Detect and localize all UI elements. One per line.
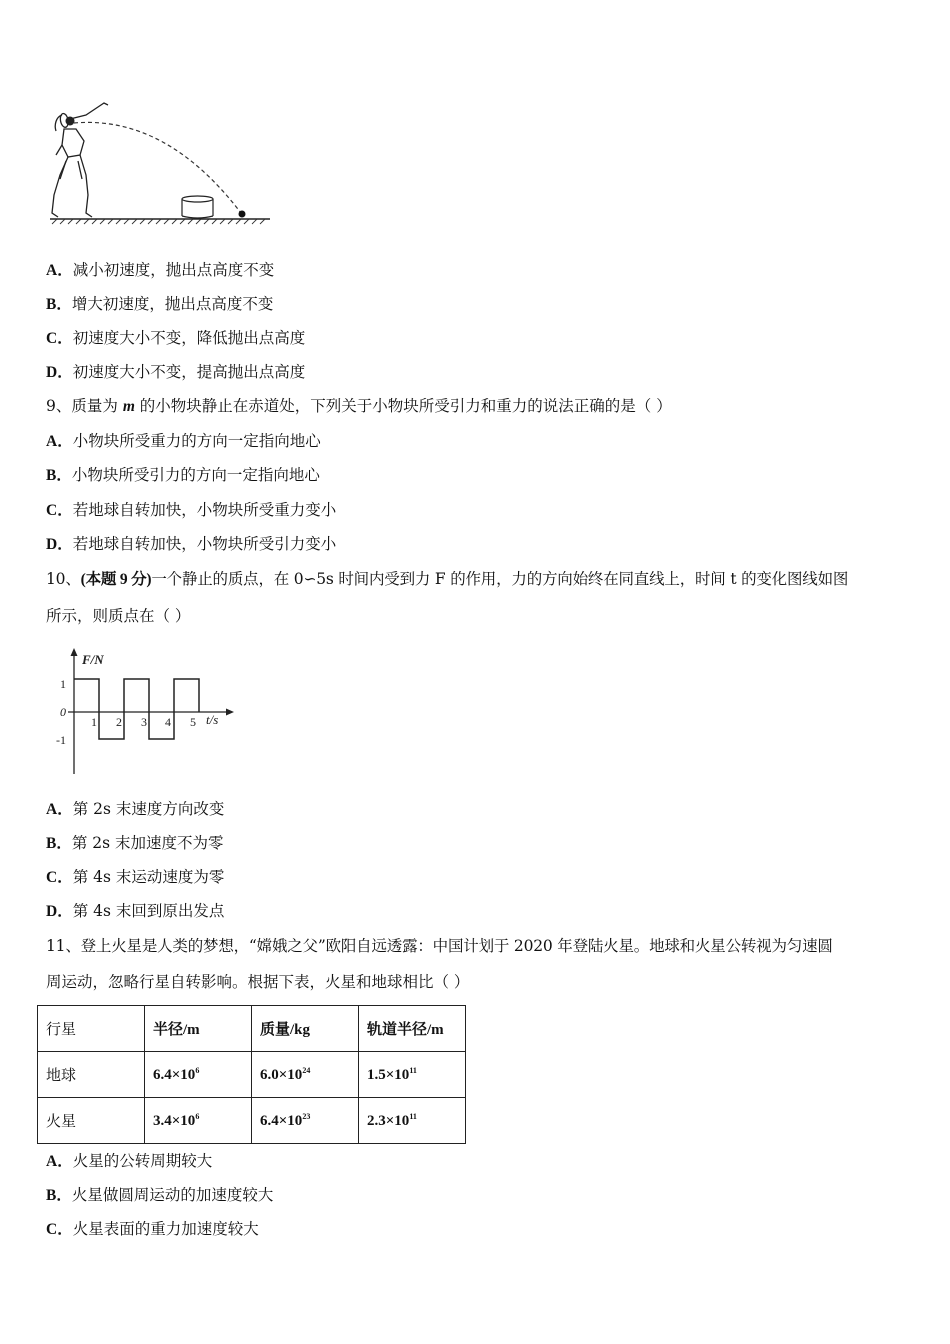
- q9-stem: 9、质量为 m 的小物块静止在赤道处，下列关于小物块所受引力和重力的说法正确的是（ ）: [46, 397, 672, 415]
- q9-option-d: D．若地球自转加快，小物块所受引力变小: [46, 535, 337, 553]
- table-cell: 火星: [38, 1098, 145, 1144]
- q11-option-a: A．火星的公转周期较大: [46, 1152, 213, 1170]
- x-axis-label: t/s: [206, 712, 219, 727]
- q11-option-b: B．火星做圆周运动的加速度较大: [46, 1186, 274, 1204]
- shot-put-figure: [46, 95, 276, 225]
- table-cell: $3.4\times 10^6$: [145, 1098, 252, 1144]
- force-curve: [74, 679, 199, 739]
- q11-stem-line1: 11、登上火星是人类的梦想，“嫦娥之父”欧阳自远透露：中国计划于 2020 年登陆火星。地球和火星公转视为匀速圆: [46, 937, 833, 955]
- x-tick-3: 3: [141, 715, 147, 729]
- table-cell: $1.5\times 10^{11}$: [359, 1052, 466, 1098]
- q9-option-c: C．若地球自转加快，小物块所受重力变小: [46, 501, 337, 519]
- x-tick-5: 5: [190, 715, 196, 729]
- table-cell: 地球: [38, 1052, 145, 1098]
- table-row: [38, 1052, 466, 1098]
- force-time-graph: [46, 646, 241, 776]
- q9-option-a: A．小物块所受重力的方向一定指向地心: [46, 432, 321, 450]
- y-axis-label: F/N: [82, 652, 104, 667]
- q11-option-c: C．火星表面的重力加速度较大: [46, 1220, 259, 1238]
- table-header-cell: 半径/m: [145, 1006, 252, 1052]
- q8-option-d: D．初速度大小不变，提高抛出点高度: [46, 363, 306, 381]
- table-header-cell: 行星: [38, 1006, 145, 1052]
- q10-option-c: C．第 4s 末运动速度为零: [46, 868, 225, 886]
- table-header-cell: 质量/kg: [252, 1006, 359, 1052]
- q10-option-d: D．第 4s 末回到原出发点: [46, 902, 225, 920]
- q10-option-b: B．第 2s 末加速度不为零: [46, 834, 224, 852]
- q8-option-a: A．减小初速度，抛出点高度不变: [46, 261, 275, 279]
- y-tick-0: 0: [60, 705, 66, 719]
- table-cell: $6.4\times 10^{23}$: [252, 1098, 359, 1144]
- q10-stem-line1: 10、(本题 9 分)一个静止的质点，在 0∽5s 时间内受到力 F 的作用，力的方向始终在同直线上，时间 t 的变化图线如图: [46, 570, 849, 588]
- y-tick-1: 1: [60, 677, 66, 691]
- q8-option-b: B．增大初速度，抛出点高度不变: [46, 295, 274, 313]
- table-header-cell: 轨道半径/m: [359, 1006, 466, 1052]
- x-tick-4: 4: [165, 715, 171, 729]
- table-cell: $6.4\times 10^6$: [145, 1052, 252, 1098]
- x-tick-1: 1: [91, 715, 97, 729]
- q9-option-b: B．小物块所受引力的方向一定指向地心: [46, 466, 320, 484]
- q8-option-c: C．初速度大小不变，降低抛出点高度: [46, 329, 306, 347]
- y-tick-neg1: -1: [56, 733, 66, 747]
- table-cell: $6.0\times 10^{24}$: [252, 1052, 359, 1098]
- q10-option-a: A．第 2s 末速度方向改变: [46, 800, 225, 818]
- planet-data-table: [37, 1005, 466, 1144]
- q11-stem-line2: 周运动，忽略行星自转影响。根据下表，火星和地球相比（ ）: [46, 973, 470, 991]
- x-tick-2: 2: [116, 715, 122, 729]
- table-header-row: [38, 1006, 466, 1052]
- q10-stem-line2: 所示，则质点在（ ）: [46, 607, 191, 625]
- table-cell: $2.3\times 10^{11}$: [359, 1098, 466, 1144]
- table-row: [38, 1098, 466, 1144]
